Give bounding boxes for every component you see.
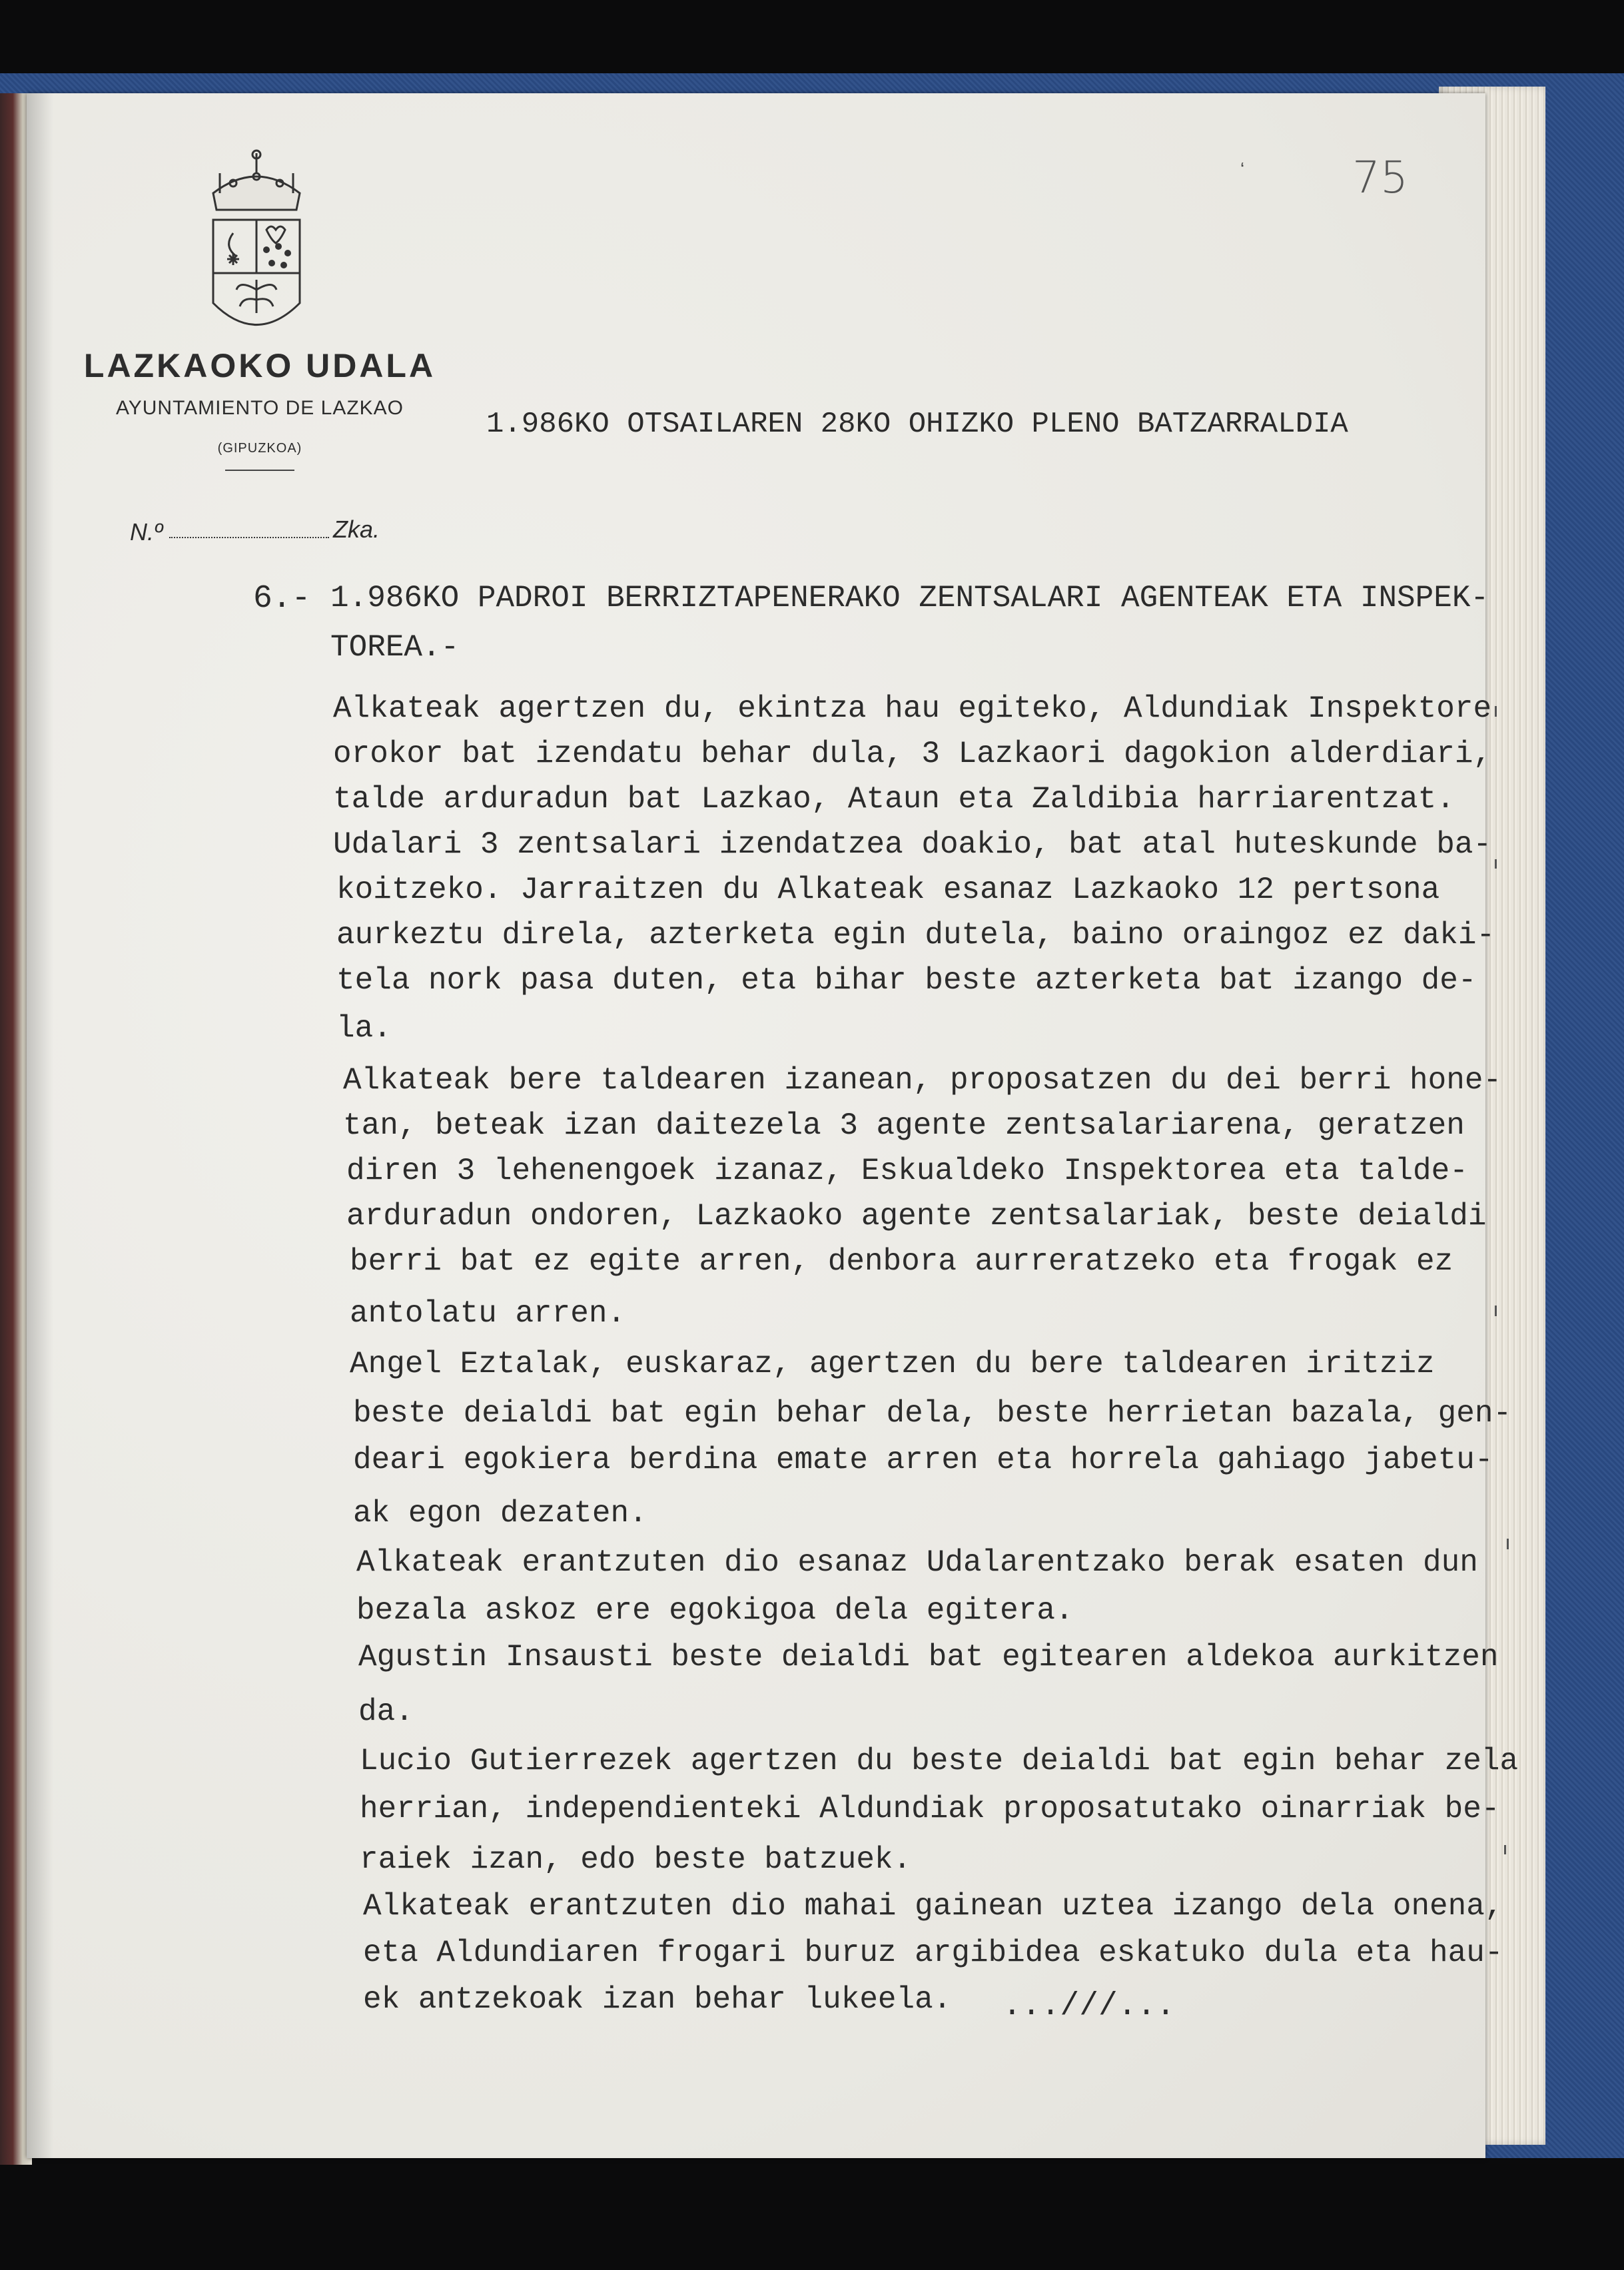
body-line: eta Aldundiaren frogari buruz argibidea eskatuko dula eta hau- [363,1936,1503,1970]
body-line: la. [336,1011,392,1046]
body-line: diren 3 lehenengoek izanaz, Eskualdeko Inspektorea eta talde- [346,1154,1468,1188]
number-field-line [169,537,329,538]
pencil-mark: ‘ [1240,159,1245,179]
margin-mark [1495,1306,1497,1316]
body-line: ak egon dezaten. [353,1496,647,1531]
organization-name: LAZKAOKO UDALA [83,347,436,384]
body-line: Udalari 3 zentsalari izendatzea doakio, bat atal huteskunde ba- [333,827,1492,862]
meeting-title: 1.986KO OTSAILAREN 28KO OHIZKO PLENO BATZARRALDIA [486,408,1348,441]
body-line: berri bat ez egite arren, denbora aurreratzeko eta frogak ez [350,1244,1453,1279]
body-line: Alkateak bere taldearen izanean, proposatzen du dei berri hone- [343,1063,1502,1098]
body-line: tela nork pasa duten, eta bihar beste azterketa bat izango de- [336,963,1477,998]
body-line: Alkateak erantzuten dio esanaz Udalarentzako berak esaten dun [356,1545,1478,1580]
body-line: bezala askoz ere egokigoa dela egitera. [356,1593,1074,1628]
organization-province: (GIPUZKOA) [217,441,302,456]
body-line: koitzeko. Jarraitzen du Alkateak esanaz Lazkaoko 12 pertsona [336,873,1440,907]
body-line: herrian, independienteki Aldundiak proposatutako oinarriak be- [360,1792,1500,1826]
header-divider [225,470,294,471]
body-line: Alkateak agertzen du, ekintza hau egiteko, Aldundiak Inspektore [333,691,1492,726]
body-line: beste deialdi bat egin behar dela, beste herrietan bazala, gen- [353,1396,1512,1431]
zka-label: Zka. [333,516,380,543]
coat-of-arms-icon [200,147,313,346]
page-number: 75 [1352,152,1408,203]
body-line: talde arduradun bat Lazkao, Ataun eta Zaldibia harriarentzat. [333,782,1455,817]
margin-mark [1495,859,1497,869]
body-line: tan, beteak izan daitezela 3 agente zentsalariarena, geratzen [343,1108,1465,1143]
body-line: da. [358,1695,414,1729]
body-line: Angel Eztalak, euskaraz, agertzen du bere taldearen iritziz [350,1347,1435,1381]
body-line: aurkeztu direla, azterketa egin dutela, baino oraingoz ez daki- [336,918,1495,952]
body-line: deari egokiera berdina emate arren eta horrela gahiago jabetu- [353,1443,1493,1477]
continuation-marker: ...///... [1003,1988,1176,2024]
body-line: ek antzekoak izan behar lukeela. [363,1982,952,2017]
margin-mark [1507,1539,1509,1549]
body-line: raiek izan, edo beste batzuek. [360,1842,912,1877]
body-line: antolatu arren. [350,1296,626,1331]
item-number: 6.- [253,581,311,617]
body-line: Alkateak erantzuten dio mahai gainean uztea izango dela onena, [363,1889,1503,1924]
margin-mark [1495,706,1497,717]
organization-subtitle: AYUNTAMIENTO DE LAZKAO [115,397,404,419]
number-label: N.º [130,518,163,546]
item-title-line: TOREA.- [330,630,460,665]
margin-mark [1504,1845,1506,1854]
item-title-line: 1.986KO PADROI BERRIZTAPENERAKO ZENTSALARI AGENTEAK ETA INSPEK- [330,581,1489,615]
body-line: Agustin Insausti beste deialdi bat egitearen aldekoa aurkitzen [358,1640,1499,1675]
body-line: orokor bat izendatu behar dula, 3 Lazkaori dagokion alderdiari, [333,737,1492,771]
body-line: arduradun ondoren, Lazkaoko agente zentsalariak, beste deialdi [346,1199,1487,1234]
body-line: Lucio Gutierrezek agertzen du beste deialdi bat egin behar zela [360,1744,1519,1778]
